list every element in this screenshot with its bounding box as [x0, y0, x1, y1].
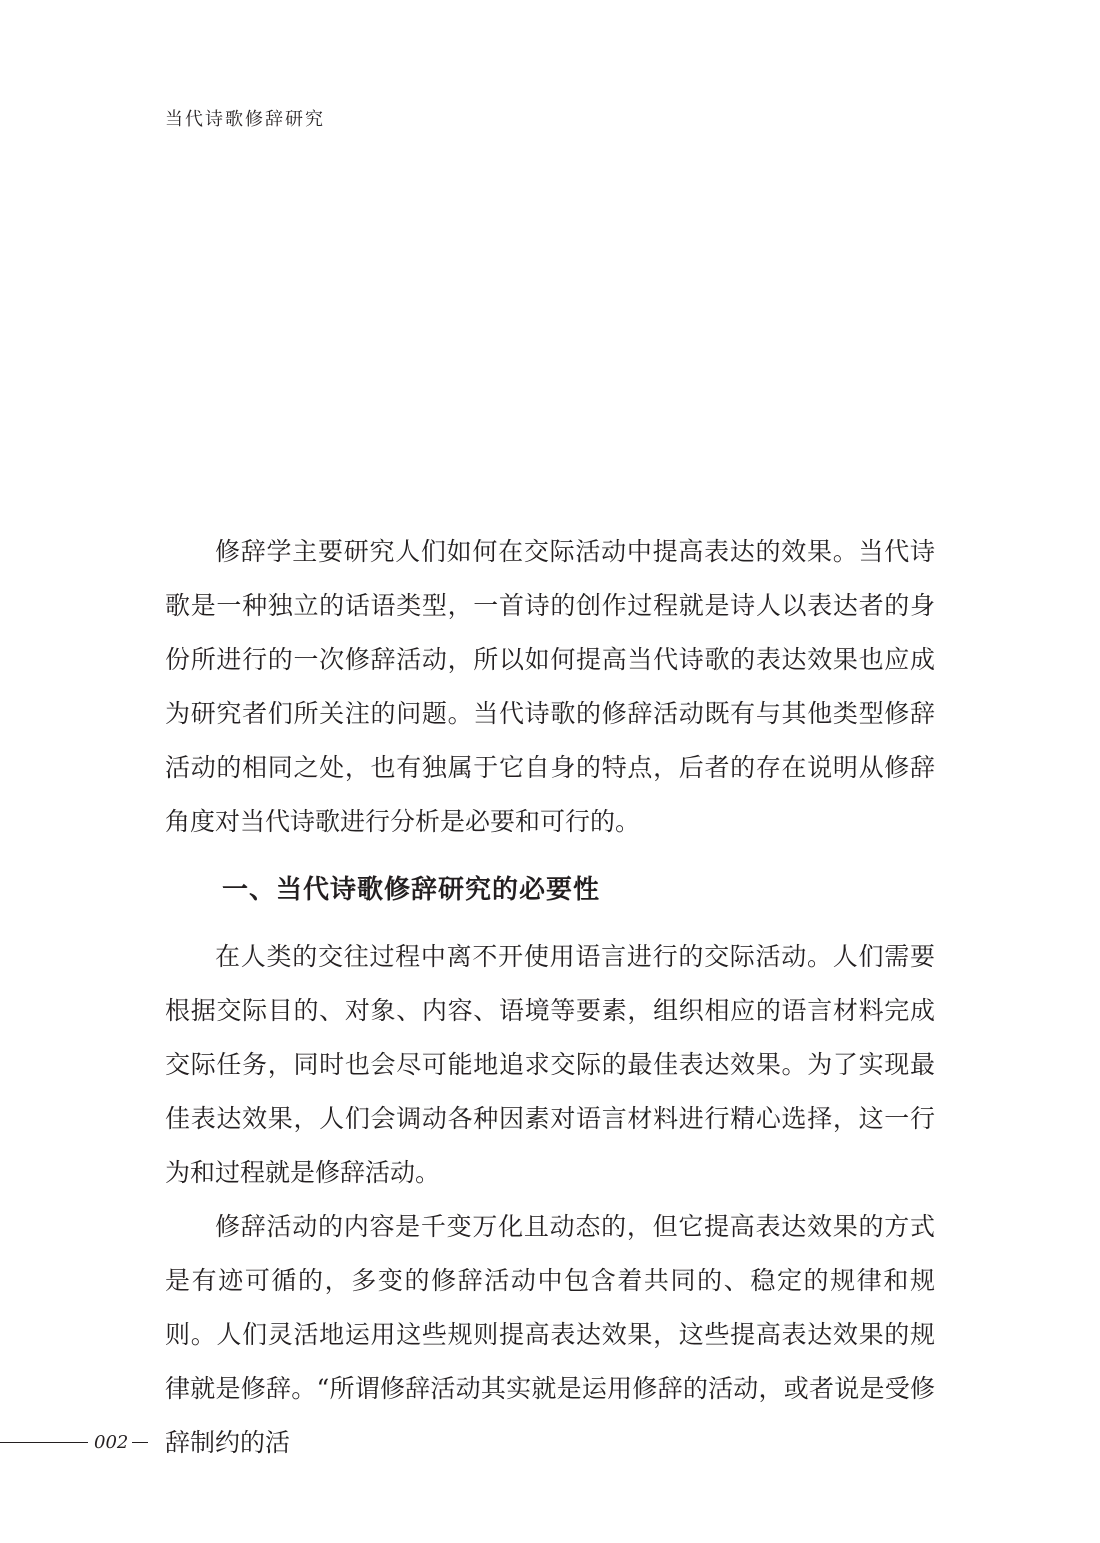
page-number: 002	[94, 1431, 129, 1453]
running-header: 当代诗歌修辞研究	[165, 109, 325, 130]
section-body	[165, 930, 935, 1470]
page-folio	[0, 1428, 148, 1456]
body-paragraph: 修辞活动的内容是千变万化且动态的，但它提高表达效果的方式是有迹可循的，多变的修辞活动中包含着共同的、稳定的规律和规则。人们灵活地运用这些规则提高表达效果，这些提高表达效果的规律就是修辞。“所谓修辞活动其实就是运用修辞的活动，或者说是受修辞制约的活	[165, 1212, 935, 1457]
intro-block	[165, 525, 935, 849]
folio-rule-left	[0, 1442, 88, 1443]
folio-rule-right	[132, 1442, 148, 1443]
body-paragraph: 在人类的交往过程中离不开使用语言进行的交际活动。人们需要根据交际目的、对象、内容、语境等要素，组织相应的语言材料完成交际任务，同时也会尽可能地追求交际的最佳表达效果。为了实现最佳表达效果，人们会调动各种因素对语言材料进行精心选择，这一行为和过程就是修辞活动。	[165, 942, 935, 1187]
intro-paragraph: 修辞学主要研究人们如何在交际活动中提高表达的效果。当代诗歌是一种独立的话语类型，一首诗的创作过程就是诗人以表达者的身份所进行的一次修辞活动，所以如何提高当代诗歌的表达效果也应成为研究者们所关注的问题。当代诗歌的修辞活动既有与其他类型修辞活动的相同之处，也有独属于它自身的特点，后者的存在说明从修辞角度对当代诗歌进行分析是必要和可行的。	[165, 537, 935, 836]
section-heading: 一、当代诗歌修辞研究的必要性	[222, 875, 601, 905]
